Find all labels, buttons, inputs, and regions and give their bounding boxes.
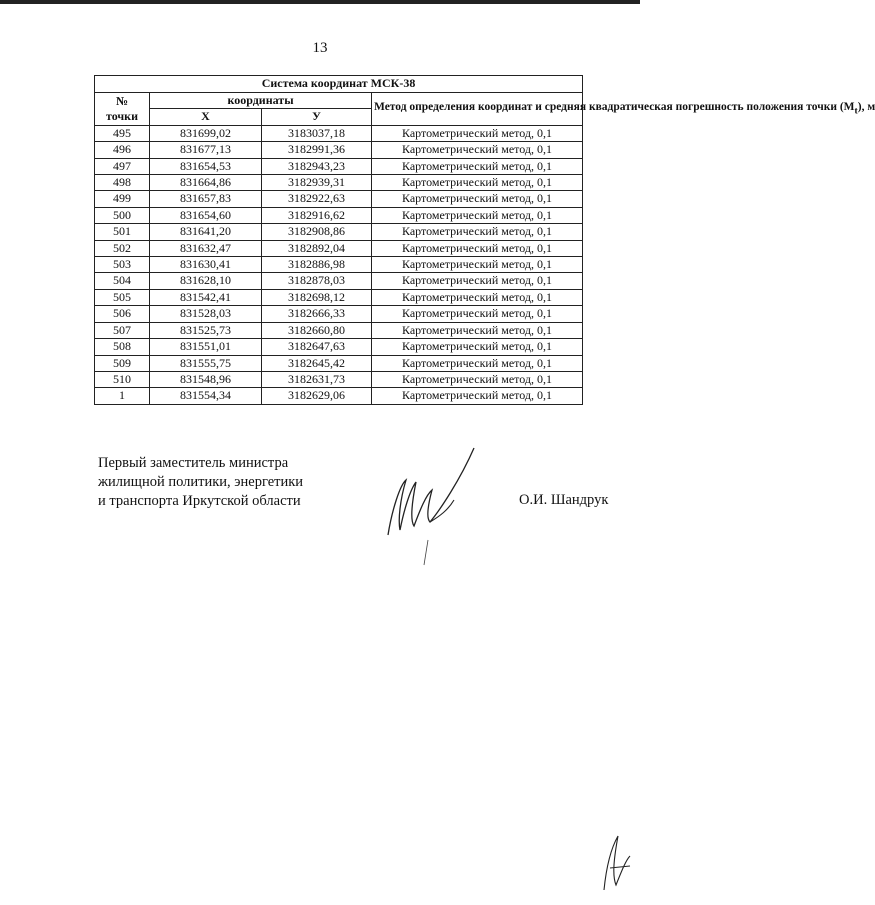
signer-name: О.И. Шандрук (519, 492, 609, 508)
x-cell: 831677,13 (150, 142, 262, 158)
point-number-cell: 505 (95, 289, 150, 305)
point-number-cell: 500 (95, 207, 150, 223)
table-title-row (95, 76, 583, 93)
y-cell: 3182660,80 (262, 322, 372, 338)
point-number-cell: 501 (95, 224, 150, 240)
x-cell: 831630,41 (150, 257, 262, 273)
signatory-title-line-3: и транспорта Иркутской области (98, 493, 301, 509)
y-cell: 3182629,06 (262, 388, 372, 404)
point-number-cell: 509 (95, 355, 150, 371)
x-cell: 831657,83 (150, 191, 262, 207)
method-cell: Картометрический метод, 0,1 (372, 322, 583, 338)
y-cell: 3182939,31 (262, 175, 372, 191)
y-cell: 3182886,98 (262, 257, 372, 273)
y-cell: 3182631,73 (262, 371, 372, 387)
method-cell: Картометрический метод, 0,1 (372, 289, 583, 305)
point-number-cell: 508 (95, 339, 150, 355)
y-cell: 3182916,62 (262, 207, 372, 223)
point-number-cell: 498 (95, 175, 150, 191)
x-cell: 831548,96 (150, 371, 262, 387)
coordinates-table (94, 75, 875, 405)
page-number: 13 (312, 40, 328, 56)
method-cell: Картометрический метод, 0,1 (372, 175, 583, 191)
point-number-cell: 510 (95, 371, 150, 387)
page-initial-mark (596, 830, 636, 895)
point-number-cell: 507 (95, 322, 150, 338)
x-cell: 831641,20 (150, 224, 262, 240)
table-row (95, 339, 583, 355)
x-cell: 831554,34 (150, 388, 262, 404)
x-cell: 831664,86 (150, 175, 262, 191)
method-header-suffix: ), м (857, 100, 875, 113)
x-cell: 831525,73 (150, 322, 262, 338)
top-rule (0, 0, 640, 4)
table-row (95, 175, 583, 191)
method-cell: Картометрический метод, 0,1 (372, 207, 583, 223)
x-cell: 831632,47 (150, 240, 262, 256)
handwritten-signature (370, 440, 490, 570)
coordinate-system-title: Система координат МСК-38 (95, 76, 583, 93)
method-cell: Картометрический метод, 0,1 (372, 273, 583, 289)
method-cell: Картометрический метод, 0,1 (372, 142, 583, 158)
table-row (95, 240, 583, 256)
point-number-cell: 495 (95, 125, 150, 141)
method-cell: Картометрический метод, 0,1 (372, 191, 583, 207)
x-cell: 831542,41 (150, 289, 262, 305)
y-cell: 3182943,23 (262, 158, 372, 174)
x-cell: 831555,75 (150, 355, 262, 371)
y-cell: 3182698,12 (262, 289, 372, 305)
method-cell: Картометрический метод, 0,1 (372, 306, 583, 322)
method-cell: Картометрический метод, 0,1 (372, 388, 583, 404)
table-row (95, 322, 583, 338)
point-number-header (95, 93, 150, 126)
method-cell: Картометрический метод, 0,1 (372, 240, 583, 256)
table-row (95, 273, 583, 289)
point-number-cell: 503 (95, 257, 150, 273)
table-row (95, 125, 583, 141)
y-cell: 3182991,36 (262, 142, 372, 158)
point-number-cell: 497 (95, 158, 150, 174)
x-cell: 831628,10 (150, 273, 262, 289)
y-cell: 3183037,18 (262, 125, 372, 141)
table-row (95, 289, 583, 305)
y-cell: 3182892,04 (262, 240, 372, 256)
point-number-cell: 499 (95, 191, 150, 207)
y-cell: 3182647,63 (262, 339, 372, 355)
method-header (372, 93, 875, 126)
y-cell: 3182922,63 (262, 191, 372, 207)
point-number-cell: 506 (95, 306, 150, 322)
table-row (95, 142, 583, 158)
header-row-1 (95, 93, 583, 109)
table-row (95, 224, 583, 240)
table-row (95, 207, 583, 223)
y-cell: 3182878,03 (262, 273, 372, 289)
point-number-header-line1: № (115, 93, 129, 108)
point-number-cell: 504 (95, 273, 150, 289)
point-number-cell: 502 (95, 240, 150, 256)
signatory-title-line-2: жилищной политики, энергетики (98, 474, 304, 490)
x-cell: 831699,02 (150, 125, 262, 141)
table-row (95, 306, 583, 322)
method-cell: Картометрический метод, 0,1 (372, 224, 583, 240)
table-body (95, 125, 583, 404)
table-row (95, 257, 583, 273)
x-cell: 831654,53 (150, 158, 262, 174)
x-cell: 831528,03 (150, 306, 262, 322)
method-cell: Картометрический метод, 0,1 (372, 371, 583, 387)
signatory-title (98, 454, 303, 511)
y-cell: 3182666,33 (262, 306, 372, 322)
table-row (95, 371, 583, 387)
method-cell: Картометрический метод, 0,1 (372, 158, 583, 174)
method-cell: Картометрический метод, 0,1 (372, 257, 583, 273)
y-header: У (262, 109, 372, 125)
coordinates-header: координаты (150, 93, 372, 109)
method-header-subscript: t (854, 104, 858, 116)
x-cell: 831654,60 (150, 207, 262, 223)
point-number-cell: 496 (95, 142, 150, 158)
method-cell: Картометрический метод, 0,1 (372, 125, 583, 141)
table-row (95, 388, 583, 404)
table-row (95, 191, 583, 207)
method-cell: Картометрический метод, 0,1 (372, 339, 583, 355)
signatory-title-line-1: Первый заместитель министра (98, 455, 289, 471)
y-cell: 3182908,86 (262, 224, 372, 240)
table-row (95, 158, 583, 174)
point-number-cell: 1 (95, 388, 150, 404)
table-row (95, 355, 583, 371)
x-cell: 831551,01 (150, 339, 262, 355)
point-number-header-line2: точки (105, 108, 139, 123)
method-header-text: Метод определения координат и средняя квадратическая погрешность положения точки (М (374, 100, 855, 113)
x-header: Х (150, 109, 262, 125)
y-cell: 3182645,42 (262, 355, 372, 371)
method-cell: Картометрический метод, 0,1 (372, 355, 583, 371)
